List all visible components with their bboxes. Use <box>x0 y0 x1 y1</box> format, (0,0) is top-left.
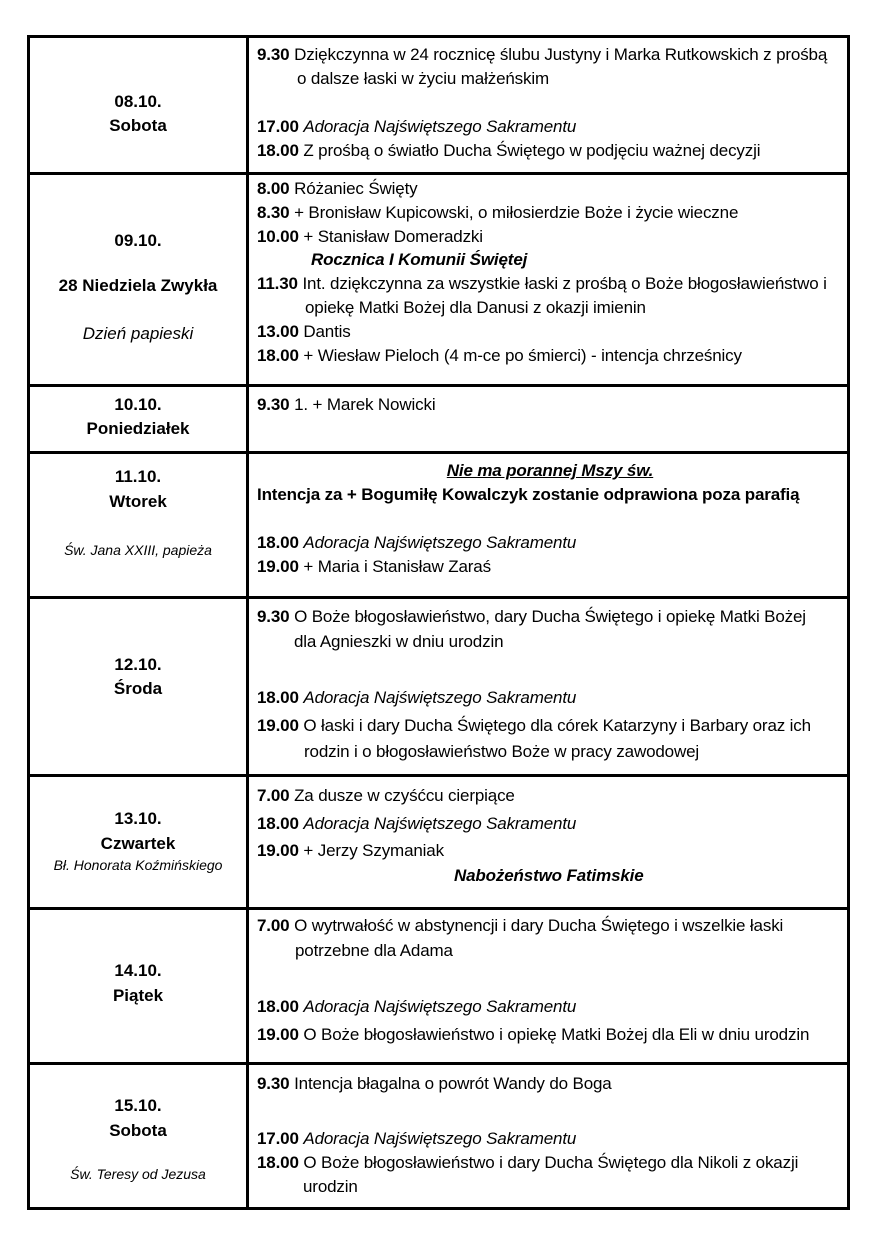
day-date: 13.10. <box>114 809 162 828</box>
day-weekday: Sobota <box>109 1121 167 1140</box>
day-row-1210 <box>30 596 847 774</box>
day-cell <box>30 910 249 1062</box>
intention-continuation: o dalsze łaski w życiu małżeńskim <box>297 69 550 88</box>
intention-line: 19.00 + Jerzy Szymaniak <box>257 841 444 860</box>
intentions-cell <box>257 599 843 774</box>
intention-line: 18.00 Z prośbą o światło Ducha Świętego w podjęciu ważnej decyzji <box>257 141 761 160</box>
intention-line: 18.00 O Boże błogosławieństwo i dary Ducha Świętego dla Nikoli z okazji <box>257 1153 799 1172</box>
intention-line: 17.00 Adoracja Najświętszego Sakramentu <box>257 117 577 136</box>
day-date: 10.10. <box>114 395 162 414</box>
intentions-cell <box>257 454 843 596</box>
intention-line: 18.00 + Wiesław Pieloch (4 m-ce po śmierci) - intencja chrześnicy <box>257 346 742 365</box>
intention-continuation: dla Agnieszki w dniu urodzin <box>294 632 504 651</box>
day-weekday: 28 Niedziela Zwykła <box>58 276 218 295</box>
intention-continuation: urodzin <box>303 1177 358 1196</box>
day-row-0910 <box>30 172 847 384</box>
intention-line: 18.00 Adoracja Najświętszego Sakramentu <box>257 688 577 707</box>
day-cell <box>30 387 249 451</box>
intention-continuation: opiekę Matki Bożej dla Danusi z okazji imienin <box>305 298 646 317</box>
intentions-cell <box>257 387 843 451</box>
intention-line: 19.00 O Boże błogosławieństwo i opiekę Matki Bożej dla Eli w dniu urodzin <box>257 1025 810 1044</box>
day-weekday: Piątek <box>112 986 164 1005</box>
day-cell <box>30 175 249 384</box>
day-date: 08.10. <box>114 92 162 111</box>
day-cell <box>30 599 249 774</box>
intention-line: 18.00 Adoracja Najświętszego Sakramentu <box>257 533 577 552</box>
day-weekday: Czwartek <box>100 834 176 853</box>
day-date: 14.10. <box>114 961 162 980</box>
intention-line: 17.00 Adoracja Najświętszego Sakramentu <box>257 1129 577 1148</box>
day-row-1510 <box>30 1062 847 1207</box>
intention-line: 8.30 + Bronisław Kupicowski, o miłosierdzie Boże i życie wieczne <box>257 203 739 222</box>
day-row-1010 <box>30 384 847 451</box>
intention-line: 19.00 + Maria i Stanisław Zaraś <box>257 557 491 576</box>
intention-line: 9.30 O Boże błogosławieństwo, dary Ducha Świętego i opiekę Matki Bożej <box>257 607 806 626</box>
day-cell <box>30 1065 249 1207</box>
event-heading: Nabożeństwo Fatimskie <box>454 866 644 885</box>
intention-continuation: potrzebne dla Adama <box>295 941 453 960</box>
intention-line: 9.30 1. + Marek Nowicki <box>257 395 436 414</box>
day-date: 11.10. <box>114 467 162 486</box>
notice-text: Intencja za + Bogumiłę Kowalczyk zostanie odprawiona poza parafią <box>257 485 800 504</box>
day-note: Św. Teresy od Jezusa <box>70 1166 206 1182</box>
day-note: Bł. Honorata Koźmińskiego <box>53 857 223 873</box>
intentions-cell <box>257 777 843 907</box>
intention-line: 9.30 Dziękczynna w 24 rocznicę ślubu Justyny i Marka Rutkowskich z prośbą <box>257 45 828 64</box>
intention-line: 18.00 Adoracja Najświętszego Sakramentu <box>257 997 577 1016</box>
day-row-0810 <box>30 38 847 172</box>
intention-line: 8.00 Różaniec Święty <box>257 179 418 198</box>
day-weekday: Wtorek <box>109 492 167 511</box>
intentions-cell <box>257 910 843 1062</box>
day-weekday: Sobota <box>109 116 167 135</box>
intention-line: 13.00 Dantis <box>257 322 351 341</box>
day-cell <box>30 777 249 907</box>
day-date: 15.10. <box>114 1096 162 1115</box>
day-weekday: Poniedziałek <box>86 419 190 438</box>
day-weekday: Środa <box>113 679 163 698</box>
day-date: 09.10. <box>114 231 162 250</box>
intention-line: 7.00 O wytrwałość w abstynencji i dary Ducha Świętego i wszelkie łaski <box>257 916 784 935</box>
day-cell <box>30 38 249 172</box>
intentions-cell <box>257 1065 843 1207</box>
intention-line: 9.30 Intencja błagalna o powrót Wandy do Boga <box>257 1074 612 1093</box>
day-note: Dzień papieski <box>82 324 194 343</box>
notice-heading: Nie ma porannej Mszy św. <box>446 461 654 480</box>
day-row-1110 <box>30 451 847 596</box>
day-date: 12.10. <box>114 655 162 674</box>
event-heading: Rocznica I Komunii Świętej <box>311 250 528 269</box>
day-row-1310 <box>30 774 847 907</box>
mass-intentions-table <box>27 35 850 1210</box>
intention-line: 18.00 Adoracja Najświętszego Sakramentu <box>257 814 577 833</box>
day-cell <box>30 454 249 596</box>
intention-line: 7.00 Za dusze w czyśćcu cierpiące <box>257 786 515 805</box>
intention-line: 11.30 Int. dziękczynna za wszystkie łaski z prośbą o Boże błogosławieństwo i <box>257 274 827 293</box>
intentions-cell <box>257 38 843 172</box>
day-note: Św. Jana XXIII, papieża <box>64 542 212 558</box>
intention-line: 19.00 O łaski i dary Ducha Świętego dla córek Katarzyny i Barbary oraz ich <box>257 716 811 735</box>
intentions-cell <box>257 175 843 384</box>
intention-continuation: rodzin i o błogosławieństwo Boże w pracy zawodowej <box>304 742 700 761</box>
day-row-1410 <box>30 907 847 1062</box>
intention-line: 10.00 + Stanisław Domeradzki <box>257 227 483 246</box>
